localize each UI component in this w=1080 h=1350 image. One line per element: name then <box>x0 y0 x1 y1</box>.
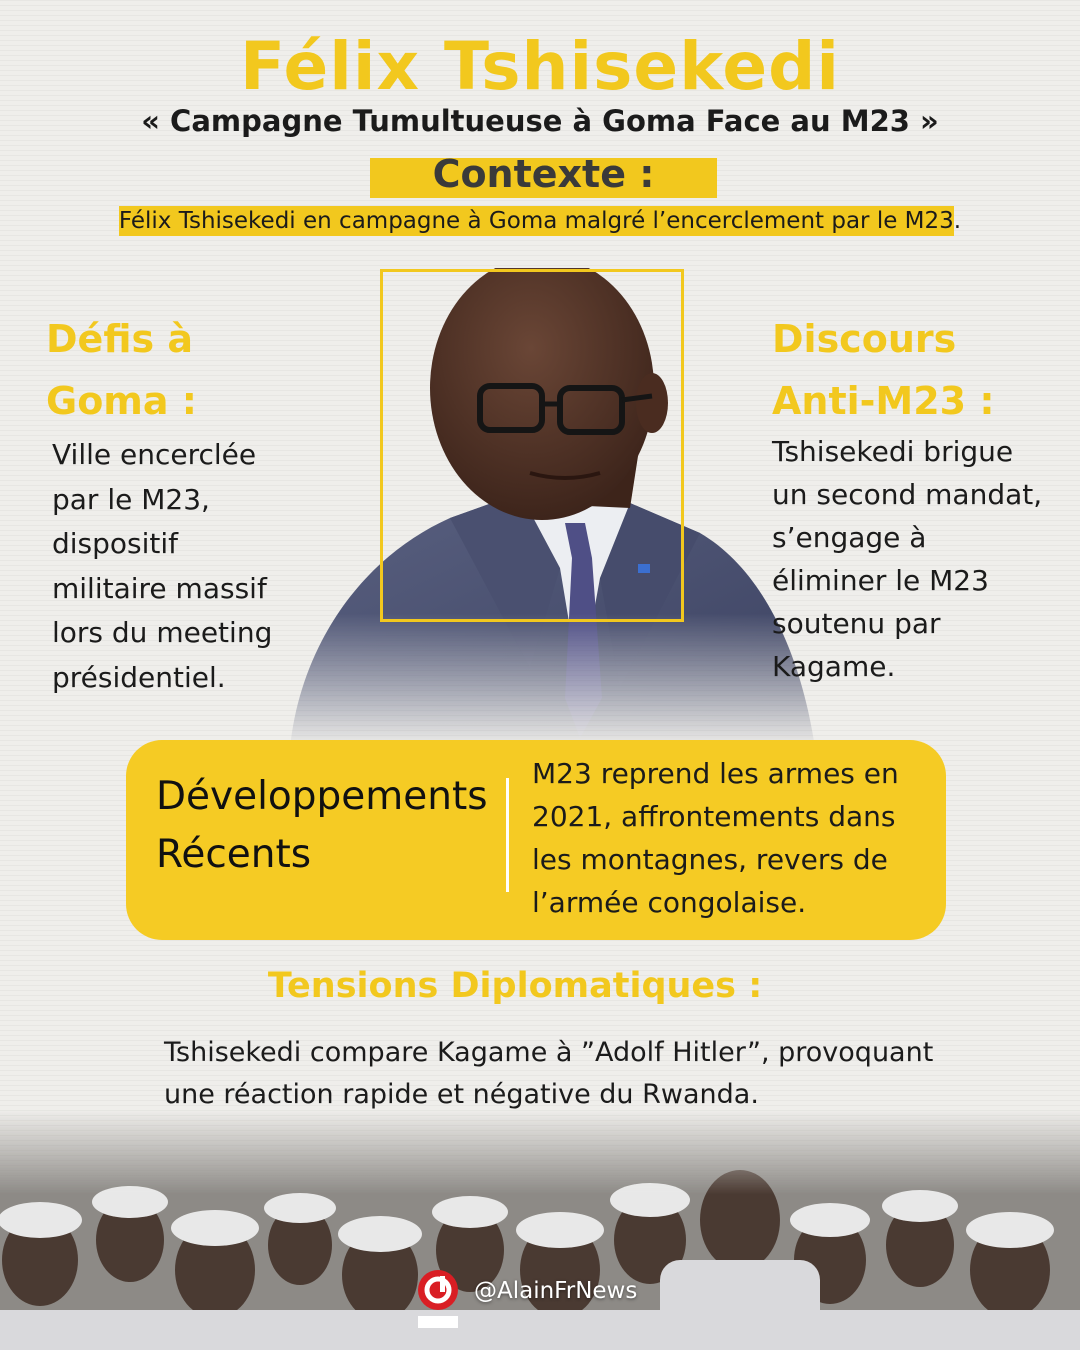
developpements-text <box>532 752 932 924</box>
discours-line: Kagame. <box>772 650 896 683</box>
tensions-text <box>164 1032 1024 1116</box>
defis-heading <box>46 308 286 432</box>
portrait-frame <box>380 269 684 622</box>
defis-heading-line: Défis à <box>46 317 193 361</box>
developpements-heading <box>156 768 496 884</box>
developpements-line: les montagnes, revers de <box>532 843 888 876</box>
discours-text <box>772 430 1062 688</box>
contexte-heading: Contexte : <box>432 152 655 196</box>
developpements-line: 2021, affrontements dans <box>532 800 896 833</box>
discours-line: éliminer le M23 <box>772 564 989 597</box>
subtitle: « Campagne Tumultueuse à Goma Face au M23 » <box>141 104 939 138</box>
developpements-heading-line: Développements <box>156 774 488 819</box>
discours-line: soutenu par <box>772 607 941 640</box>
defis-text <box>52 433 297 700</box>
contexte-highlighted-text: Félix Tshisekedi en campagne à Goma malgré l’encerclement par le M23 <box>118 208 954 234</box>
tensions-line: Tshisekedi compare Kagame à ”Adolf Hitler”, provoquant <box>164 1037 934 1068</box>
developpements-line: M23 reprend les armes en <box>532 757 899 790</box>
discours-heading-line: Anti-M23 : <box>772 379 995 423</box>
defis-heading-line: Goma : <box>46 379 197 423</box>
discours-heading <box>772 308 1072 432</box>
discours-line: un second mandat, <box>772 478 1043 511</box>
developpements-line: l’armée congolaise. <box>532 886 807 919</box>
defis-line: Ville encerclée <box>52 438 257 471</box>
crowd-photo <box>0 1110 1080 1350</box>
developpements-heading-line: Récents <box>156 832 312 877</box>
defis-line: par le M23, <box>52 482 210 516</box>
main-title: Félix Tshisekedi <box>240 28 840 105</box>
alain-francis-logo <box>414 1268 462 1332</box>
crowd-illustration <box>0 1110 1080 1350</box>
tensions-line: une réaction rapide et négative du Rwanda. <box>164 1079 759 1110</box>
tensions-heading: Tensions Diplomatiques : <box>267 966 763 1006</box>
logo-mark-icon <box>414 1268 462 1332</box>
contexte-period: . <box>953 208 962 234</box>
social-handle: @AlainFrNews <box>474 1278 638 1304</box>
defis-line: dispositif <box>52 527 179 560</box>
defis-line: lors du meeting <box>52 616 273 649</box>
discours-heading-line: Discours <box>772 317 957 361</box>
discours-line: s’engage à <box>772 521 927 554</box>
discours-line: Tshisekedi brigue <box>772 435 1014 468</box>
defis-line: présidentiel. <box>52 660 226 694</box>
developpements-divider <box>506 778 509 892</box>
contexte-text <box>0 208 1080 234</box>
defis-line: militaire massif <box>52 571 267 605</box>
